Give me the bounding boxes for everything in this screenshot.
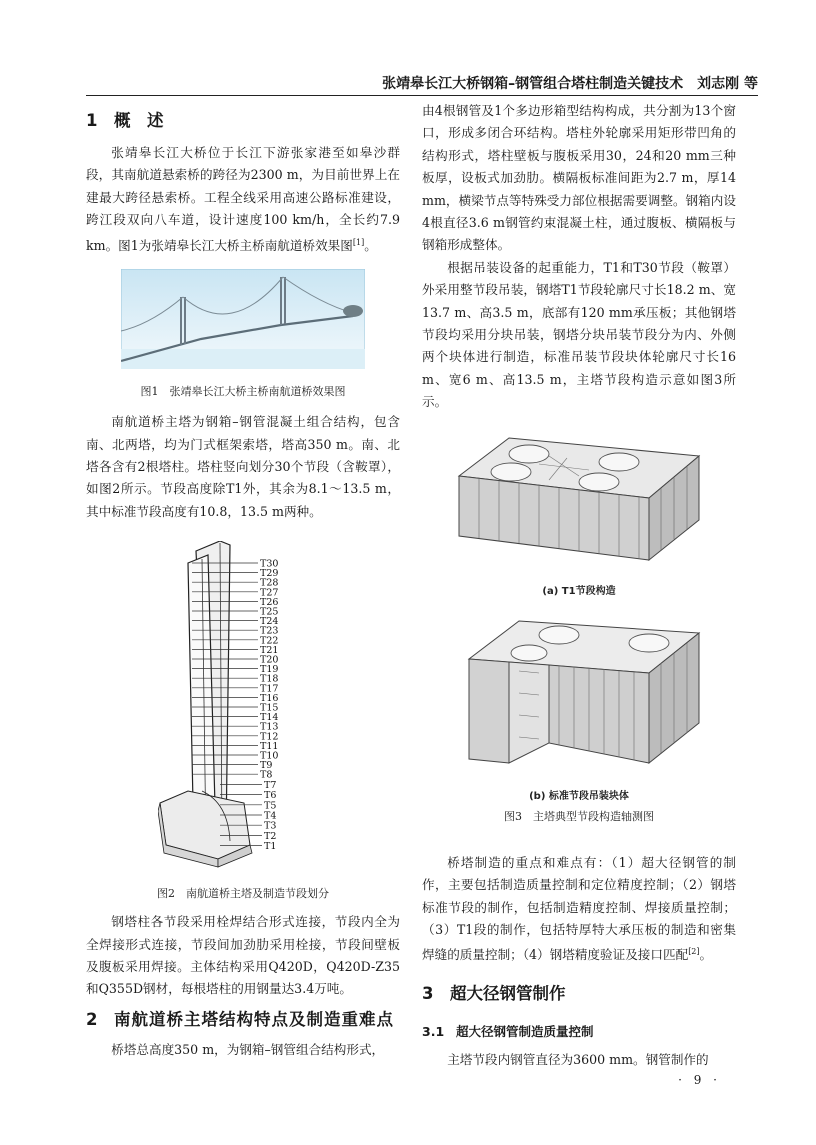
segment-label-t12: T12 (260, 731, 279, 743)
segment-label-t20: T20 (260, 654, 279, 666)
citation-ref: [2] (688, 947, 700, 957)
segment-label-t19: T19 (260, 664, 279, 676)
segment-label-t27: T27 (260, 587, 279, 599)
paragraph: 根据吊装设备的起重能力，T1和T30节段（鞍罩）外采用整节段吊装，钢塔T1节段轮廓尺寸长18.2 m、宽13.7 m、高3.5 m，底部有120 mm承压板；其他钢塔节段均采用分块吊装，钢塔分块吊装节段分为内、外侧两个块体进行制造，标准吊装节段块体轮廓尺寸长16 m、宽6 m、高13.5 m，主塔节段构造示意如图3所示。 (422, 259, 736, 410)
figure-3a-t1-segment (449, 428, 709, 578)
segment-label-t23: T23 (260, 625, 279, 637)
segment-label-t26: T26 (260, 597, 279, 609)
segment-label-t9: T9 (260, 760, 273, 772)
segment-label-t5: T5 (264, 800, 277, 812)
page-number: · 9 · (678, 1073, 721, 1087)
subsection-number: 3.1 (422, 1023, 445, 1039)
section-number: 2 (86, 1009, 98, 1029)
section-number: 1 (86, 111, 98, 130)
segment-label-t8: T8 (260, 769, 273, 781)
figure-3a-label: (a) T1节段构造 (542, 585, 616, 597)
segment-label-t18: T18 (260, 673, 279, 685)
section-3-heading (422, 981, 736, 1007)
paragraph-end: 。 (699, 947, 713, 963)
figure-1-bridge-rendering (121, 269, 365, 369)
right-column (422, 100, 736, 1071)
figure-3b-label: (b) 标准节段吊装块体 (529, 790, 629, 802)
segment-label-t16: T16 (260, 693, 279, 705)
paragraph (422, 852, 736, 967)
segment-label-t24: T24 (260, 616, 279, 628)
segment-label-t11: T11 (260, 741, 279, 753)
segment-label-t10: T10 (260, 750, 279, 762)
segment-label-t22: T22 (260, 635, 279, 647)
paragraph: 主塔节段内钢管直径为3600 mm。钢管制作的 (447, 1051, 709, 1067)
segment-label-t13: T13 (260, 721, 279, 733)
header-rule (86, 95, 758, 96)
segment-labels (260, 559, 278, 853)
section-title: 南航道桥主塔结构特点及制造重难点 (114, 1009, 394, 1029)
segment-label-t7: T7 (264, 780, 277, 792)
left-column (86, 108, 400, 1061)
tower-elevation-drawing (158, 541, 252, 867)
segment-label-t3: T3 (264, 820, 277, 832)
segment-label-t14: T14 (260, 712, 279, 724)
paragraph: 南航道桥主塔为钢箱–钢管混凝土组合结构，包含南、北两塔，均为门式框架索塔，塔高350 m。南、北塔各含有2根塔柱。塔柱竖向划分30个节段（含鞍罩），如图2所示。节段高度除T1外，其余为8.1～13.5 m，其中标准节段高度有10.8，13.5 m两种。 (86, 414, 400, 519)
paragraph: 由4根钢管及1个多边形箱型结构构成，共分割为13个窗口，形成多闭合环结构。塔柱外轮廓采用矩形带凹角的结构形式，塔柱壁板与腹板采用30，24和20 mm三种板厚，设板式加劲肋。横隔板标准间距为2.7 m，厚14 mm，横梁节点等特殊受力部位根据需要调整。钢箱内设4根直径3.6 m钢管约束混凝土柱，通过腹板、横隔板与钢箱形成整体。 (422, 103, 736, 253)
citation-ref: [1] (352, 237, 365, 247)
figure-1-caption: 图1 张靖皋长江大桥主桥南航道桥效果图 (140, 385, 346, 399)
section-title: 超大径钢管制作 (450, 983, 566, 1003)
segment-label-t2: T2 (264, 831, 277, 843)
section-1-heading (86, 108, 400, 134)
figure-2-caption: 图2 南航道桥主塔及制造节段划分 (157, 887, 329, 901)
paragraph-text: 张靖皋长江大桥位于长江下游张家港至如皋沙群段，其南航道悬索桥的跨径为2300 m，为目前世界上在建最大跨径悬索桥。工程全线采用高速公路标准建设，跨江段双向八车道，设计速度100 km/h，全长约7.9 km。图1为张靖皋长江大桥主桥南航道桥效果图 (86, 145, 400, 253)
section-number: 3 (422, 983, 434, 1003)
segment-label-t21: T21 (260, 645, 279, 657)
subsection-title: 超大径钢管制造质量控制 (456, 1023, 594, 1039)
segment-label-t1: T1 (264, 841, 277, 853)
segment-label-t30: T30 (260, 558, 279, 570)
segment-label-t6: T6 (264, 790, 277, 802)
section-2-heading (86, 1007, 400, 1033)
figure-3-caption: 图3 主塔典型节段构造轴测图 (504, 809, 654, 823)
paragraph: 桥塔总高度350 m，为钢箱–钢管组合结构形式， (111, 1041, 385, 1057)
paragraph (86, 142, 400, 257)
figure-2-tower-segments (158, 541, 328, 871)
paragraph: 钢塔柱各节段采用栓焊结合形式连接，节段内全为全焊接形式连接，节段间加劲肋采用栓接，节段间壁板及腹板采用焊接。主体结构采用Q420D，Q420D-Z35和Q355D钢材，每根塔柱的用钢量达3.4万吨。 (86, 914, 400, 997)
paragraph-text: 桥塔制造的重点和难点有：（1）超大径钢管的制作，主要包括制造质量控制和定位精度控制；（2）钢塔标准节段的制作，包括制造精度控制、焊接质量控制；（3）T1段的制作，包括特厚特大承压板的制造和密集焊缝的质量控制；（4）钢塔精度验证及接口匹配 (422, 854, 736, 963)
section-3-1-heading (422, 1021, 736, 1043)
paragraph-end: 。 (364, 237, 377, 253)
section-title: 概 述 (114, 111, 164, 130)
segment-label-t15: T15 (260, 702, 279, 714)
figure-3b-standard-block (449, 613, 709, 783)
segment-label-t28: T28 (260, 577, 279, 589)
segment-label-t17: T17 (260, 683, 279, 695)
segment-label-t29: T29 (260, 568, 279, 580)
segment-label-t4: T4 (264, 810, 277, 822)
running-header: 张靖皋长江大桥钢箱–钢管组合塔柱制造关键技术 刘志刚 等 (382, 76, 758, 92)
segment-label-t25: T25 (260, 606, 279, 618)
